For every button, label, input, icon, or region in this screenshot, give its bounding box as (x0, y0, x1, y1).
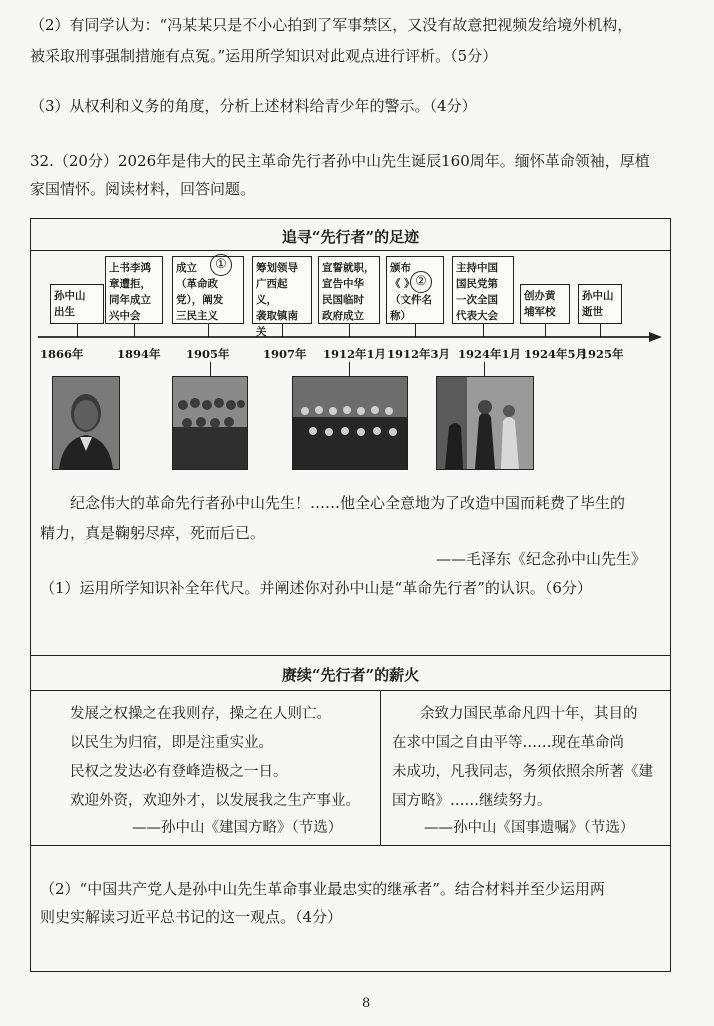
timeline-year: 1925年 (580, 347, 624, 361)
timeline-event-text: 埔军校 (524, 306, 556, 318)
timeline-year: 1907年 (263, 347, 307, 361)
right-source: ——孙中山《国事遗嘱》（节选） (424, 820, 635, 836)
section2-title: 赓续“先行者”的薪火 (281, 666, 420, 684)
timeline-event-8 (520, 284, 570, 324)
question-2-line1: （2）“中国共产党人是孙中山先生革命事业最忠实的继承者”。结合材料并至少运用两 (40, 880, 605, 898)
question-1: （1）运用所学知识补全年代尺。并阐述你对孙中山是“革命先行者”的认识。（6分） (40, 579, 592, 597)
left-line-2: 以民生为归宿，即是注重实业。 (70, 735, 273, 751)
timeline-event-text: （革命政 (176, 278, 218, 290)
timeline-event-text: 孙中山 (54, 290, 86, 302)
jianguo-fanglve-excerpt (70, 700, 360, 816)
timeline-event-2 (105, 256, 163, 324)
timeline-year: 1866年 (40, 347, 84, 361)
timeline-event-text: 同年成立 (109, 294, 151, 306)
timeline-event-4 (252, 256, 312, 338)
timeline-event-text: 主持中国 (456, 262, 498, 274)
mao-quote-line2: 精力，真是鞠躬尽瘁，死而后已。 (40, 524, 266, 542)
timeline-year: 1905年 (186, 347, 230, 361)
timeline-event-text: 称） (390, 310, 411, 322)
group-photo-1905 (172, 376, 248, 470)
timeline-event-text: 国民党第 (456, 278, 498, 290)
timeline-event-text: 广西起义， (256, 278, 288, 306)
timeline-year: 1912年3月 (387, 347, 451, 361)
timeline-event-text: 出生 (54, 306, 75, 318)
timeline-event-text: 颁布 (390, 262, 411, 274)
timeline-event-text: 代表大会 (456, 310, 498, 322)
q2-intro-line1: （2）有同学认为：“冯某某只是不小心拍到了军事禁区，又没有故意把视频发给境外机构， (30, 16, 633, 34)
timeline-event-text: 关 (256, 326, 267, 338)
timeline-event-text: 兴中会 (109, 310, 141, 322)
q3-text: （3）从权利和义务的角度，分析上述材料给青少年的警示。（4分） (30, 97, 477, 115)
timeline-event-text: 逝世 (582, 306, 603, 318)
timeline-event-text: 宣誓就职， (322, 262, 375, 274)
section1-title: 追寻“先行者”的足迹 (281, 228, 420, 246)
timeline-axis (38, 330, 663, 344)
timeline-year: 1912年1月 (323, 347, 387, 361)
guoshi-yizhu-excerpt (392, 700, 653, 816)
q2-intro-line2: 被采取刑事强制措施有点冤。”运用所学知识对此观点进行评析。（5分） (30, 47, 498, 65)
timeline-event-text: 一次全国 (456, 294, 498, 306)
page-number: 8 (362, 996, 371, 1011)
timeline-event-text: （文件名 (390, 294, 432, 306)
congress-photo-1924 (436, 376, 534, 470)
timeline-event-text: 袭取镇南 (256, 310, 298, 322)
right-line-3: 未成功，凡我同志，务须依照余所著《建 (392, 764, 653, 780)
timeline-event-text: 孙中山 (582, 290, 614, 302)
timeline-event-text: 章遭拒， (109, 278, 151, 290)
right-line-1: 余致力国民革命凡四十年，其目的 (420, 706, 638, 722)
left-line-4: 欢迎外资，欢迎外才，以发展我之生产事业。 (70, 793, 360, 809)
mao-quote-source: ——毛泽东《纪念孙中山先生》 (436, 550, 647, 568)
timeline-event-text: 宣告中华 (322, 278, 364, 290)
timeline-event-text: 上书李鸿 (109, 262, 151, 274)
timeline-event-text: 三民主义 (176, 310, 218, 322)
timeline-event-3 (172, 256, 244, 324)
timeline-event-text: 民国临时 (322, 294, 364, 306)
q32-line1: 32.（20分）2026年是伟大的民主革命先行者孙中山先生诞辰160周年。缅怀革命领袖，厚植 (30, 152, 650, 170)
timeline-year: 1924年1月 (458, 347, 522, 361)
timeline-event-7 (452, 256, 514, 324)
timeline-event-text: 党），阐发 (176, 294, 224, 306)
blank-marker-2: ② (410, 271, 432, 293)
left-source: ——孙中山《建国方略》（节选） (132, 820, 343, 836)
timeline-event-text: 《 》 (390, 278, 415, 290)
portrait-photo (52, 376, 120, 470)
timeline-event-9 (578, 284, 622, 324)
timeline-event-text: 创办黄 (524, 290, 556, 302)
timeline-year: 1894年 (117, 347, 161, 361)
timeline-event-text: 政府成立 (322, 310, 364, 322)
mao-quote-line1: 纪念伟大的革命先行者孙中山先生！……他全心全意地为了改造中国而耗费了毕生的 (70, 494, 626, 512)
left-line-3: 民权之发达必有登峰造极之一日。 (70, 764, 288, 780)
question-2-line2: 则史实解读习近平总书记的这一观点。（4分） (40, 908, 343, 926)
blank-marker-1: ① (210, 254, 232, 276)
left-line-1: 发展之权操之在我则存，操之在人则亡。 (70, 706, 331, 722)
timeline-event-1 (50, 284, 104, 324)
timeline-event-text: 筹划领导 (256, 262, 298, 274)
q32-line2: 家国情怀。阅读材料，回答问题。 (30, 180, 256, 198)
timeline-year: 1924年5月 (524, 347, 588, 361)
right-line-4: 国方略》……继续努力。 (392, 793, 552, 809)
timeline-event-5 (318, 256, 380, 324)
group-photo-1912 (292, 376, 408, 470)
right-line-2: 在求中国之自由平等……现在革命尚 (392, 735, 624, 751)
timeline-event-text: 成立 (176, 262, 197, 274)
